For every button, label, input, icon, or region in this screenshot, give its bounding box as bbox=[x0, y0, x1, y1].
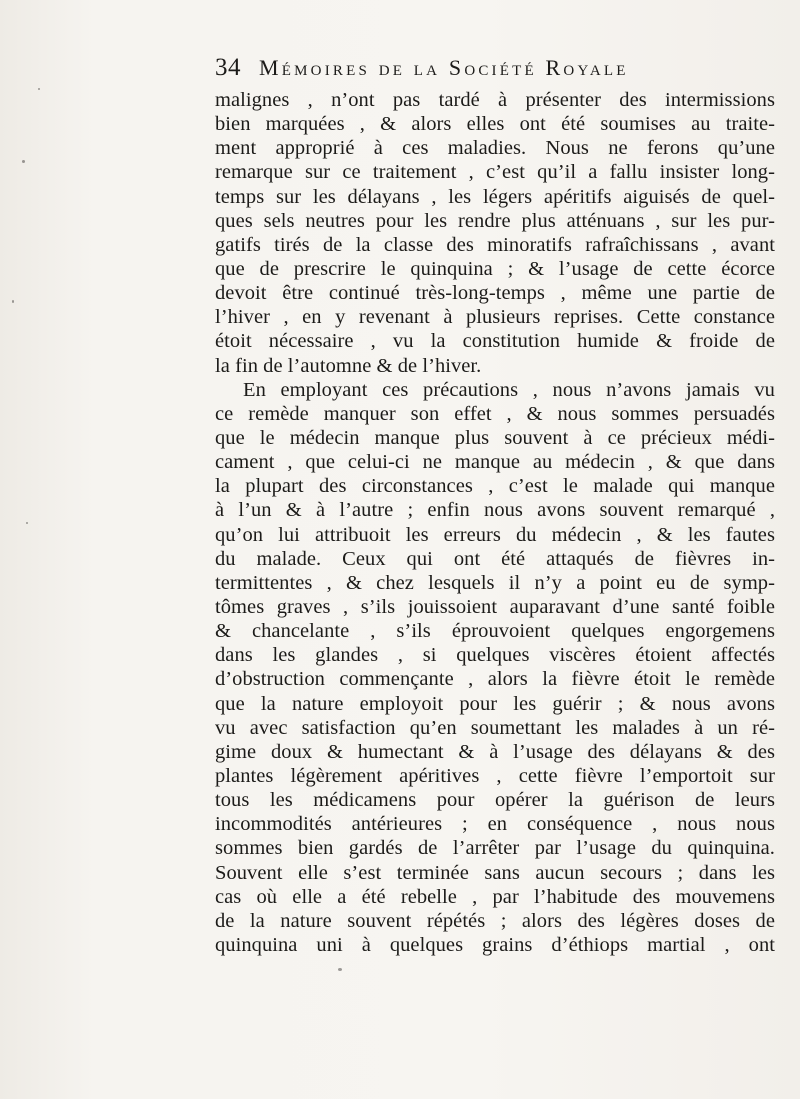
text-line: & chancelante , s’ils éprouvoient quelques engorgemens bbox=[215, 620, 775, 643]
text-line: tômes graves , s’ils jouissoient auparavant d’une santé foible bbox=[215, 595, 775, 618]
text-line: malignes , n’ont pas tardé à présenter des intermissions bbox=[215, 89, 775, 111]
text-line: incommodités antérieures ; en conséquence , nous nous bbox=[215, 813, 775, 836]
text-line: que de prescrire le quinquina ; & l’usage de cette écorce bbox=[215, 257, 775, 280]
text-line: Souvent elle s’est terminée sans aucun secours ; dans les bbox=[215, 861, 775, 884]
running-head bbox=[215, 54, 775, 92]
text-line: bien marquées , & alors elles ont été soumises au traite- bbox=[215, 113, 775, 136]
text-line: étoit nécessaire , vu la constitution humide & froide de bbox=[215, 330, 775, 353]
body-text bbox=[215, 88, 775, 957]
page-number: 34 bbox=[215, 54, 241, 81]
text-line: du malade. Ceux qui ont été attaqués de fièvres in- bbox=[215, 547, 775, 570]
text-line: ment approprié à ces maladies. Nous ne ferons qu’une bbox=[215, 137, 775, 160]
ink-speck bbox=[38, 88, 40, 90]
text-line: dans les glandes , si quelques viscères étoient affectés bbox=[215, 644, 775, 667]
text-line: qu’on lui attribuoit les erreurs du médecin , & les fautes bbox=[215, 523, 775, 546]
text-line: l’hiver , en y revenant à plusieurs reprises. Cette constance bbox=[215, 306, 775, 329]
text-line: remarque sur ce traitement , c’est qu’il a fallu insister long- bbox=[215, 161, 775, 184]
text-line: temps sur les délayans , les légers apéritifs aiguisés de quel- bbox=[215, 185, 775, 208]
text-line: d’obstruction commençante , alors la fièvre étoit le remède bbox=[215, 668, 775, 691]
ink-speck bbox=[26, 522, 28, 524]
text-line: que la nature employoit pour les guérir ; & nous avons bbox=[215, 692, 775, 715]
text-line: que le médecin manque plus souvent à ce précieux médi- bbox=[215, 426, 775, 449]
paragraph-start-line: En employant ces précautions , nous n’avons jamais vu bbox=[243, 378, 775, 401]
text-line: à l’un & à l’autre ; enfin nous avons souvent remarqué , bbox=[215, 499, 775, 522]
text-line: ce remède manquer son effet , & nous sommes persuadés bbox=[215, 402, 775, 425]
text-line: cas où elle a été rebelle , par l’habitude des mouvemens bbox=[215, 885, 775, 908]
text-line: vu avec satisfaction qu’en soumettant les malades à un ré- bbox=[215, 716, 775, 739]
text-line: la plupart des circonstances , c’est le malade qui manque bbox=[215, 475, 775, 498]
text-line: termittentes , & chez lesquels il n’y a point eu de symp- bbox=[215, 571, 775, 594]
text-line: devoit être continué très-long-temps , même une partie de bbox=[215, 282, 775, 305]
text-line: sommes bien gardés de l’arrêter par l’usage du quinquina. bbox=[215, 837, 775, 860]
text-line: cament , que celui-ci ne manque au médecin , & que dans bbox=[215, 451, 775, 474]
text-line: gatifs tirés de la classe des minoratifs rafraîchissans , avant bbox=[215, 233, 775, 256]
text-line: quinquina uni à quelques grains d’éthiops martial , ont bbox=[215, 933, 775, 956]
ink-speck bbox=[22, 160, 25, 163]
ink-speck bbox=[338, 968, 342, 971]
text-line: la fin de l’automne & de l’hiver. bbox=[215, 354, 482, 377]
text-line: plantes légèrement apéritives , cette fièvre l’emportoit sur bbox=[215, 764, 775, 787]
text-line: ques sels neutres pour les rendre plus atténuans , sur les pur- bbox=[215, 209, 775, 232]
text-line: gime doux & humectant & à l’usage des délayans & des bbox=[215, 740, 775, 763]
text-line: tous les médicamens pour opérer la guérison de leurs bbox=[215, 789, 775, 812]
running-title: Mémoires de la Société Royale bbox=[259, 55, 629, 80]
text-line: de la nature souvent répétés ; alors des légères doses de bbox=[215, 909, 775, 932]
ink-speck bbox=[12, 300, 14, 303]
